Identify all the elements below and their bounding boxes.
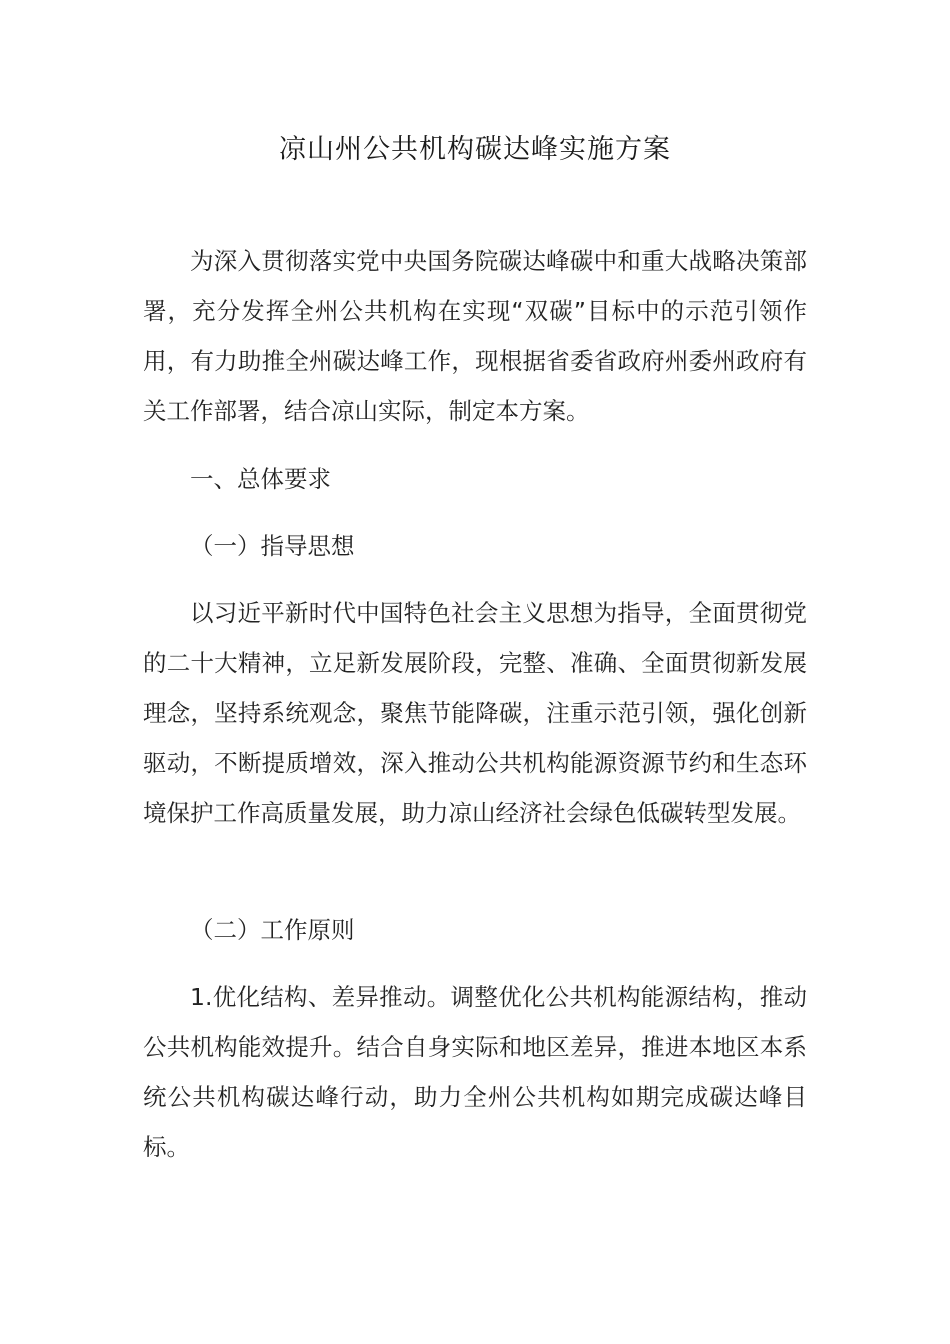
intro-paragraph: 为深入贯彻落实党中央国务院碳达峰碳中和重大战略决策部署，充分发挥全州公共机构在实现“双碳”目标中的示范引领作用，有力助推全州碳达峰工作，现根据省委省政府州委州政府有关工作部署，结合凉山实际，制定本方案。 bbox=[143, 247, 807, 425]
principle-1-paragraph: 1.优化结构、差异推动。调整优化公共机构能源结构，推动公共机构能效提升。结合自身实际和地区差异，推进本地区本系统公共机构碳达峰行动，助力全州公共机构如期完成碳达峰目标。 bbox=[143, 983, 807, 1161]
section-heading-general-requirements: 一、总体要求 bbox=[190, 465, 331, 493]
document-title: 凉山州公共机构碳达峰实施方案 bbox=[279, 134, 671, 165]
guiding-ideology-paragraph: 以习近平新时代中国特色社会主义思想为指导，全面贯彻党的二十大精神，立足新发展阶段，完整、准确、全面贯彻新发展理念，坚持系统观念，聚焦节能降碳，注重示范引领，强化创新驱动，不断提质增效，深入推动公共机构能源资源节约和生态环境保护工作高质量发展，助力凉山经济社会绿色低碳转型发展。 bbox=[143, 599, 807, 827]
subsection-heading-guiding-ideology: （一）指导思想 bbox=[190, 532, 355, 560]
subsection-heading-working-principles: （二）工作原则 bbox=[190, 916, 355, 944]
